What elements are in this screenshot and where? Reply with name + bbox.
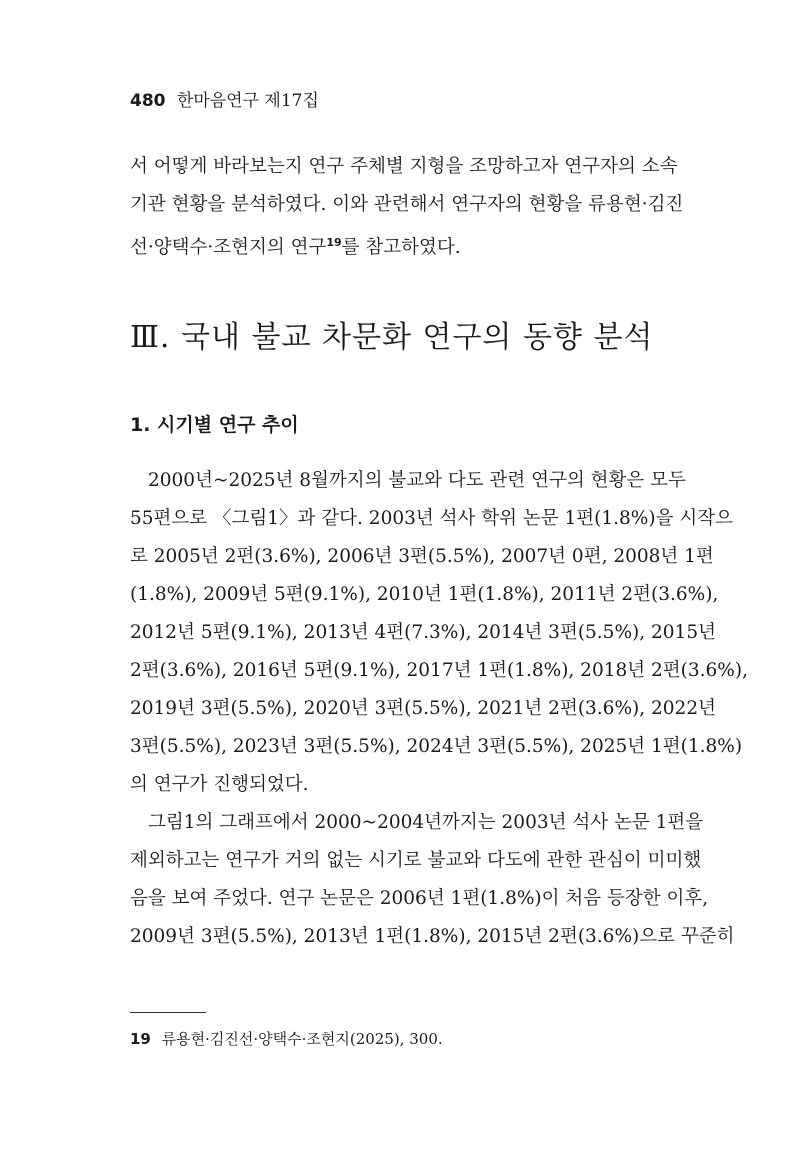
- text-line: 음을 보여 주었다. 연구 논문은 2006년 1편(1.8%)이 처음 등장한 이후,: [130, 888, 709, 909]
- text-line: 55편으로 〈그림1〉과 같다. 2003년 석사 학위 논문 1편(1.8%)을 시작으: [130, 508, 733, 529]
- text-segment: 를 참고하였다.: [341, 237, 461, 259]
- footnote-number: 19: [130, 1030, 151, 1048]
- text-segment: 선·양택수·조현지의 연구: [130, 237, 327, 259]
- footnote: [130, 1028, 443, 1049]
- text-line: 2편(3.6%), 2016년 5편(9.1%), 2017년 1편(1.8%), 2018년 2편(3.6%),: [130, 660, 748, 681]
- subsection-heading: 1. 시기별 연구 추이: [130, 414, 299, 436]
- text-line: 2019년 3편(5.5%), 2020년 3편(5.5%), 2021년 2편(3.6%), 2022년: [130, 698, 716, 719]
- body-paragraph-2: [130, 804, 735, 956]
- text-line: 3편(5.5%), 2023년 3편(5.5%), 2024년 3편(5.5%), 2025년 1편(1.8%): [130, 736, 743, 757]
- text-line: 2009년 3편(5.5%), 2013년 1편(1.8%), 2015년 2편(3.6%)으로 꾸준히: [130, 926, 735, 947]
- text-line: 제외하고는 연구가 거의 없는 시기로 불교와 다도에 관한 관심이 미미했: [130, 850, 702, 871]
- text-line: 로 2005년 2편(3.6%), 2006년 3편(5.5%), 2007년 0편, 2008년 1편: [130, 546, 714, 567]
- text-line: [130, 224, 672, 262]
- text-line: 의 연구가 진행되었다.: [130, 774, 309, 795]
- footnote-text: 류용현·김진선·양택수·조현지(2025), 300.: [161, 1030, 443, 1048]
- footnote-reference[interactable]: 19: [326, 236, 342, 249]
- text-line: 2000년~2025년 8월까지의 불교와 다도 관련 연구의 현황은 모두: [148, 470, 686, 491]
- text-line: (1.8%), 2009년 5편(9.1%), 2010년 1편(1.8%), 2011년 2편(3.6%),: [130, 584, 719, 605]
- page-number: 480: [130, 91, 166, 111]
- footnote-divider: [130, 1012, 206, 1013]
- text-line: 그림1의 그래프에서 2000~2004년까지는 2003년 석사 논문 1편을: [148, 812, 704, 833]
- section-heading: Ⅲ. 국내 불교 차문화 연구의 동향 분석: [130, 320, 654, 355]
- body-paragraph-1: [130, 462, 748, 804]
- intro-paragraph: [130, 148, 684, 262]
- text-line: 2012년 5편(9.1%), 2013년 4편(7.3%), 2014년 3편(5.5%), 2015년: [130, 622, 716, 643]
- running-header: [130, 86, 319, 111]
- text-line: 기관 현황을 분석하였다. 이와 관련해서 연구자의 현황을 류용현·김진: [130, 194, 684, 215]
- text-line: 서 어떻게 바라보는지 연구 주체별 지형을 조망하고자 연구자의 소속: [130, 156, 678, 177]
- journal-title: 한마음연구 제17집: [176, 91, 319, 111]
